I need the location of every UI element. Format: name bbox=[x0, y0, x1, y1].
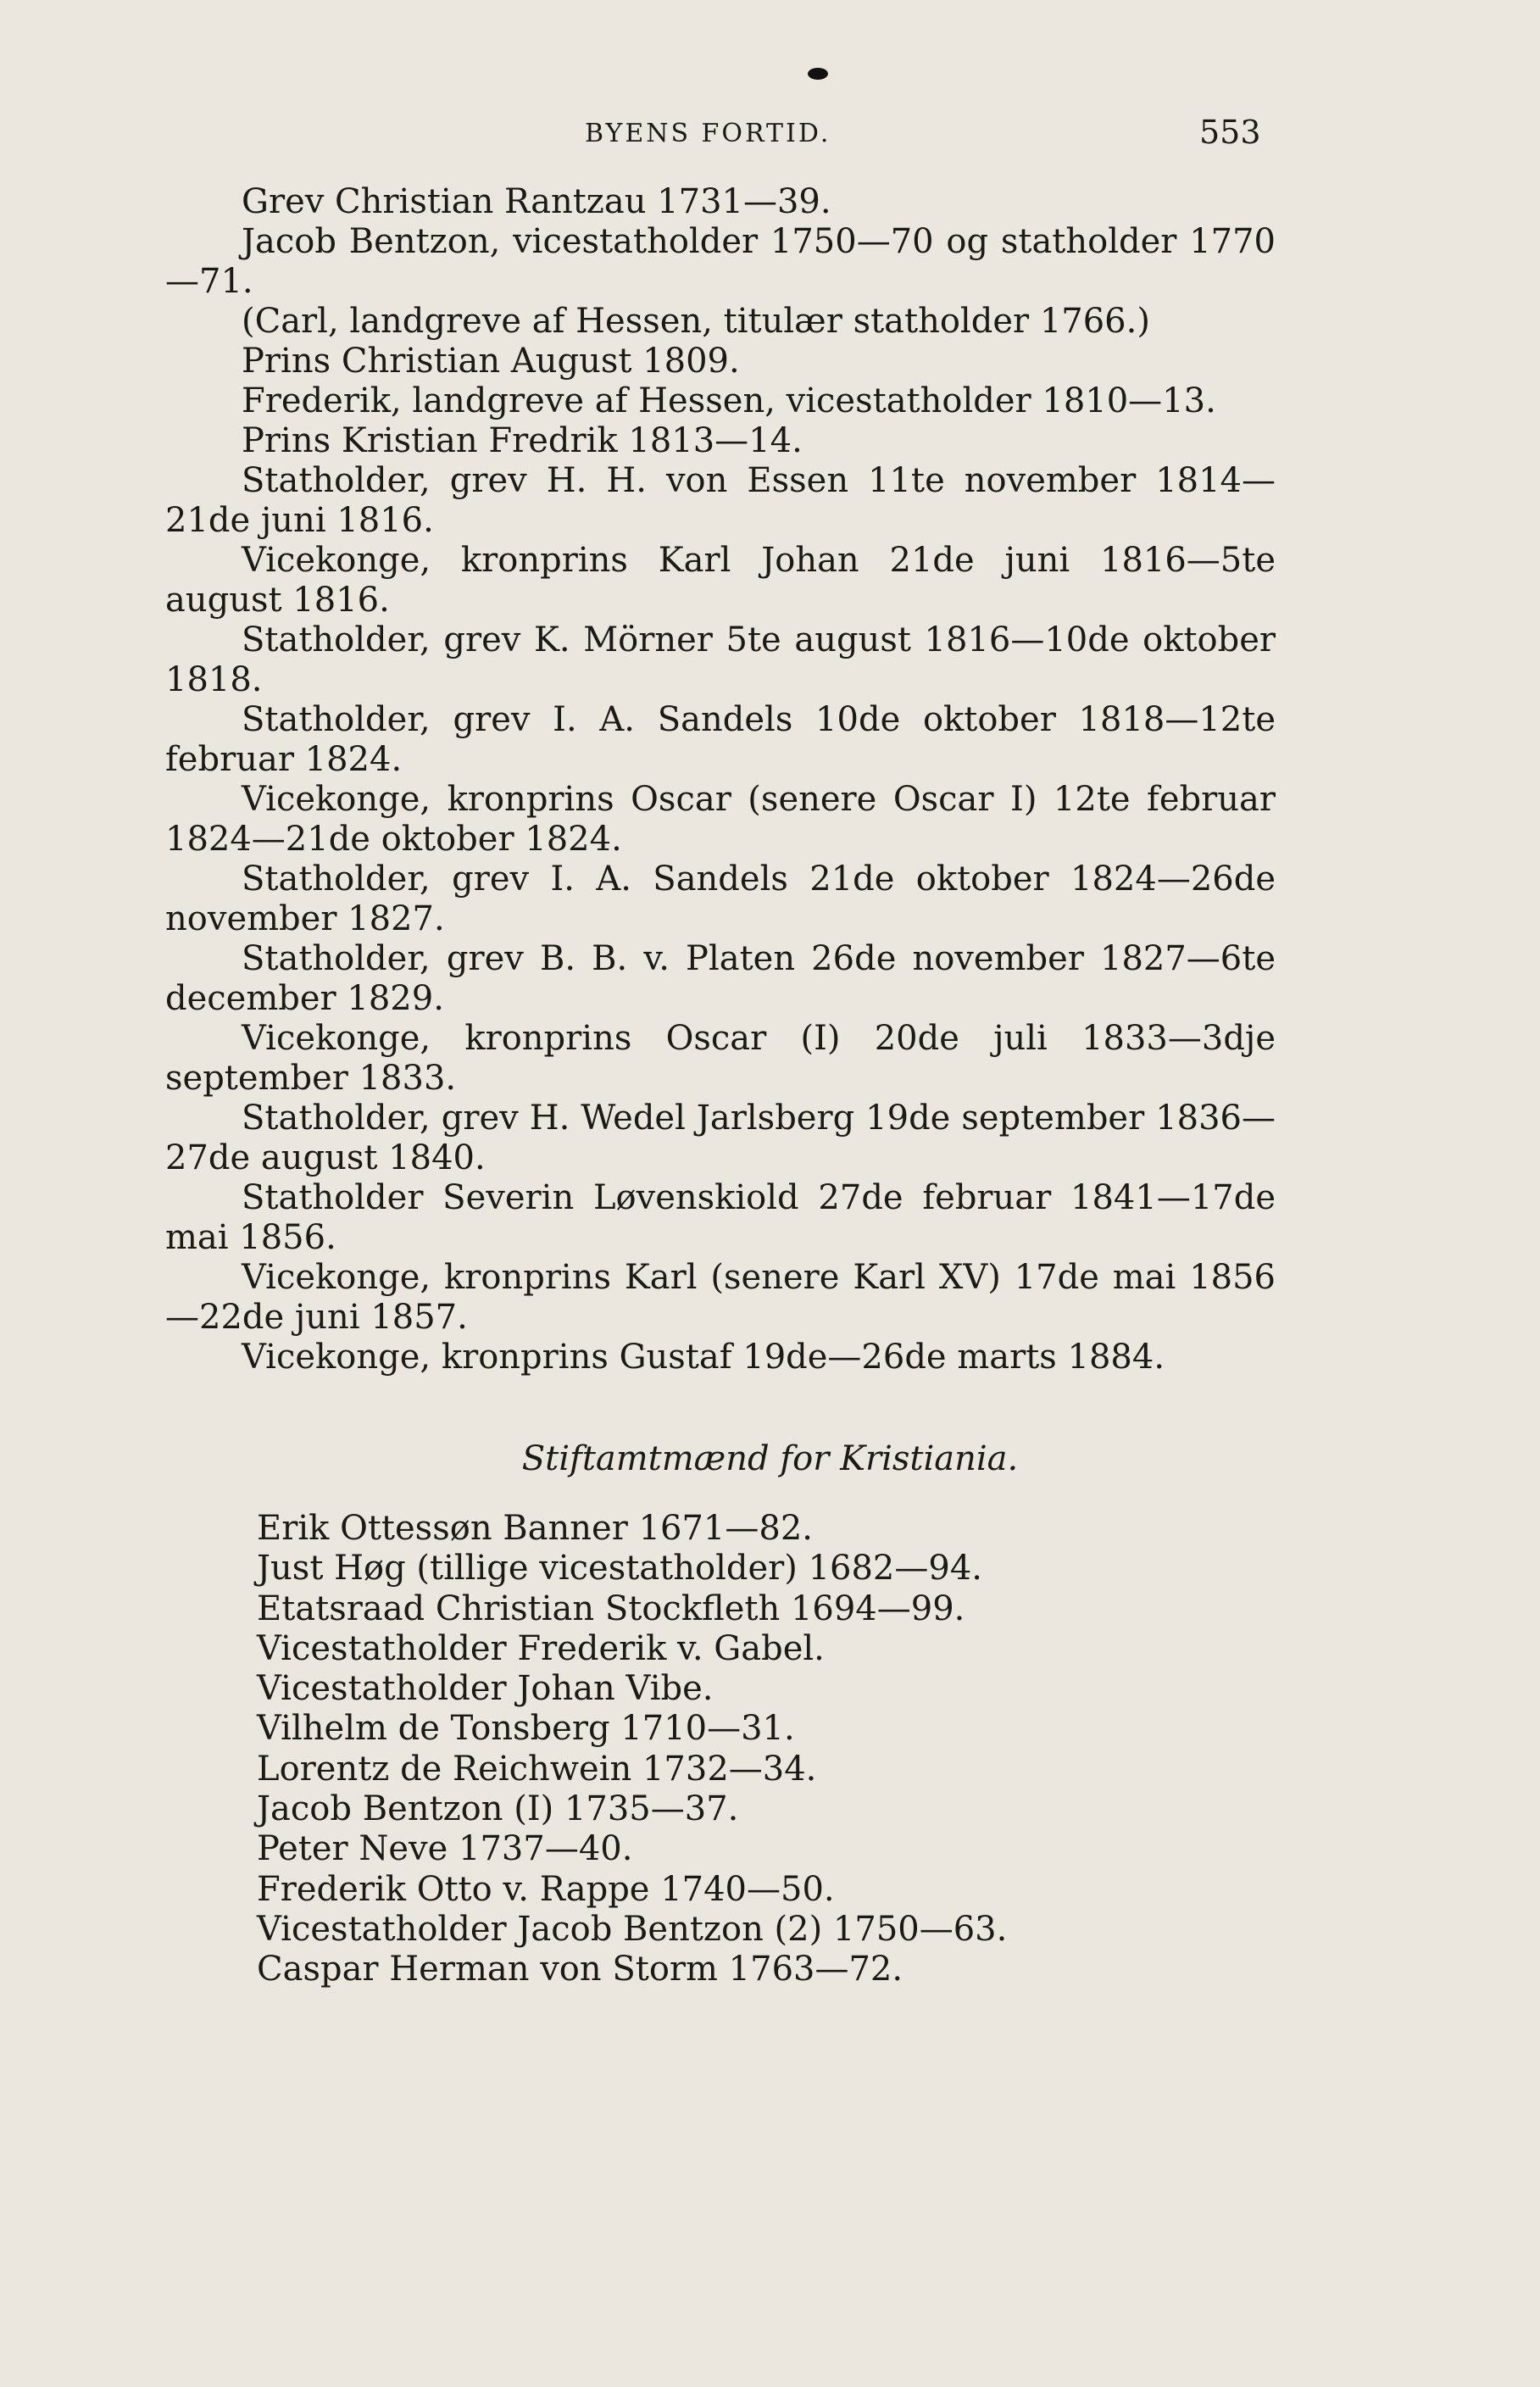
list-entry: Vicekonge, kronprins Gustaf 19de—26de marts 1884. bbox=[242, 1338, 1165, 1377]
list-entry: Statholder, grev I. A. Sandels 10de oktober 1818—12te februar 1824. bbox=[165, 700, 1276, 779]
list-item: Just Høg (tillige vicestatholder) 1682—94. bbox=[257, 1549, 982, 1589]
list-entry: Vicekonge, kronprins Oscar (I) 20de juli 1833—3dje september 1833. bbox=[165, 1019, 1276, 1098]
list-entry: Statholder, grev I. A. Sandels 21de oktober 1824—26de november 1827. bbox=[165, 860, 1276, 938]
running-head bbox=[0, 114, 1540, 153]
list-item: Vicestatholder Frederik v. Gabel. bbox=[257, 1628, 825, 1668]
list-entry: Statholder, grev B. B. v. Platen 26de november 1827—6te december 1829. bbox=[165, 939, 1276, 1018]
list-entry: Statholder, grev K. Mörner 5te august 1816—10de oktober 1818. bbox=[165, 620, 1276, 699]
list-item: Peter Neve 1737—40. bbox=[257, 1829, 633, 1869]
ink-blot bbox=[808, 68, 828, 80]
list-entry: Prins Christian August 1809. bbox=[242, 342, 740, 381]
list-entry: (Carl, landgreve af Hessen, titulær statholder 1766.) bbox=[242, 302, 1150, 341]
list-item: Caspar Herman von Storm 1763—72. bbox=[257, 1950, 903, 1989]
list-item: Jacob Bentzon (I) 1735—37. bbox=[257, 1789, 739, 1829]
list-entry: Statholder Severin Løvenskiold 27de februar 1841—17de mai 1856. bbox=[165, 1178, 1276, 1257]
list-item: Erik Ottessøn Banner 1671—82. bbox=[257, 1509, 813, 1548]
list-entry: Vicekonge, kronprins Karl Johan 21de juni 1816—5te august 1816. bbox=[165, 541, 1276, 620]
stiftamtmaend-list bbox=[257, 1509, 1274, 1990]
section-heading: Stiftamtmænd for Kristiania. bbox=[521, 1439, 1019, 1478]
statholder-list bbox=[165, 182, 1276, 1377]
list-item: Frederik Otto v. Rappe 1740—50. bbox=[257, 1869, 835, 1909]
list-entry: Prins Kristian Fredrik 1813—14. bbox=[242, 421, 803, 460]
list-entry: Statholder, grev H. H. von Essen 11te november 1814—21de juni 1816. bbox=[165, 461, 1276, 540]
list-item: Vilhelm de Tonsberg 1710—31. bbox=[257, 1709, 795, 1749]
list-entry: Statholder, grev H. Wedel Jarlsberg 19de september 1836—27de august 1840. bbox=[165, 1099, 1276, 1177]
running-title: BYENS FORTID. bbox=[585, 119, 831, 148]
list-entry: Grev Christian Rantzau 1731—39. bbox=[242, 182, 831, 221]
list-item: Lorentz de Reichwein 1732—34. bbox=[257, 1749, 817, 1789]
list-item: Vicestatholder Jacob Bentzon (2) 1750—63. bbox=[257, 1909, 1008, 1949]
list-entry: Jacob Bentzon, vicestatholder 1750—70 og statholder 1770 —71. bbox=[165, 222, 1276, 301]
page-number: 553 bbox=[1199, 114, 1261, 151]
list-entry: Vicekonge, kronprins Karl (senere Karl XV) 17de mai 1856 —22de juni 1857. bbox=[165, 1258, 1276, 1337]
list-entry: Frederik, landgreve af Hessen, vicestatholder 1810—13. bbox=[242, 381, 1216, 420]
list-item: Etatsraad Christian Stockfleth 1694—99. bbox=[257, 1589, 965, 1628]
list-entry: Vicekonge, kronprins Oscar (senere Oscar I) 12te februar 1824—21de oktober 1824. bbox=[165, 780, 1276, 859]
list-item: Vicestatholder Johan Vibe. bbox=[257, 1669, 714, 1709]
